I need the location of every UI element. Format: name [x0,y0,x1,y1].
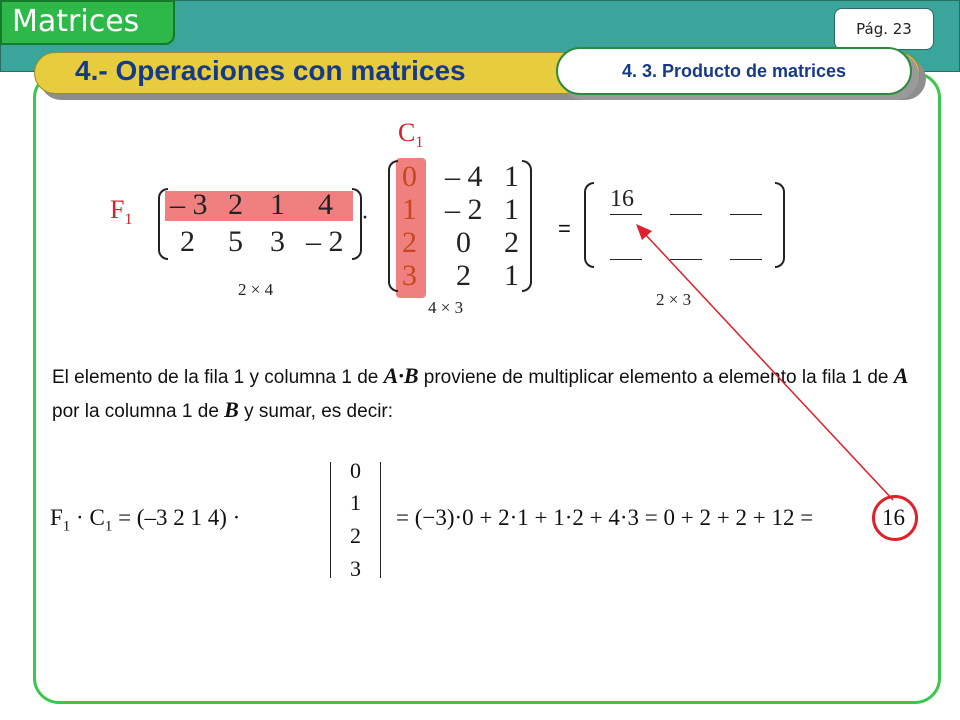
paragraph-text: El elemento de la fila 1 y columna 1 de [52,367,384,388]
matrix-a-cell: 4 [318,188,333,221]
matrix-b-cell: 3 [402,259,417,292]
matrix-a-cell: 5 [228,225,243,258]
subsection-title: 4. 3. Producto de matrices [556,47,912,95]
multiply-dot: · [361,205,369,231]
row-label: $F_1$ [110,195,133,229]
matrix-b-cell: 0 [402,160,417,193]
matrix-a-cell: – 2 [306,225,344,258]
paragraph-product: A·B [383,363,419,388]
equals-sign: = [558,216,571,241]
paragraph-text: y sumar, es decir: [238,401,394,422]
result-cell-value: 16 [610,186,634,212]
vector-entry: 1 [350,490,361,515]
arrow-line [644,233,893,500]
matrix-b-cell: 1 [504,193,519,226]
column-label: $C_1$ [398,118,424,152]
arrow-head-icon [636,224,652,240]
matrix-b-cell: 1 [402,193,417,226]
page-number: Pág. 23 [834,8,934,50]
paragraph-text: por la columna 1 de [52,401,225,422]
matrix-b-cell: 1 [504,160,519,193]
matrix-b-cell: 2 [456,259,471,292]
matrix-a-cell: – 3 [170,188,208,221]
formula-rhs: = (−3)·0 + 2·1 + 1·2 + 4·3 = 0 + 2 + 2 + 12 = [396,505,814,530]
vector-entry: 2 [350,523,361,548]
matrix-b-dims: 4 × 3 [428,298,464,317]
matrix-a-cell: 2 [228,188,243,221]
formula-lhs: $F_1 \cdot C_1 = (-3$ 2 1 4) · [50,505,241,535]
matrix-a-cell: 1 [270,188,285,221]
formula-result: 16 [882,505,905,530]
paragraph-matrix-b: B [224,397,239,422]
brand-title: Matrices [12,4,140,39]
matrix-b-cell: 2 [504,226,519,259]
matrix-a-dims: 2 × 4 [238,280,274,299]
matrix-b-cell: 1 [504,259,519,292]
matrix-b-cell: – 4 [445,160,483,193]
paragraph-matrix-a: A [893,363,909,388]
matrix-b-cell: – 2 [445,193,483,226]
matrix-b-cell: 2 [402,226,417,259]
matrix-a-cell: 3 [270,225,285,258]
paragraph-text: proviene de multiplicar elemento a elemento la fila 1 de [418,367,894,388]
matrix-a-cell: 2 [180,225,195,258]
matrix-b-cell: 0 [456,226,471,259]
section-title: 4.- Operaciones con matrices [75,55,466,86]
result-dims: 2 × 3 [656,290,692,309]
vector-entry: 3 [350,556,361,581]
vector-entry: 0 [350,458,361,483]
